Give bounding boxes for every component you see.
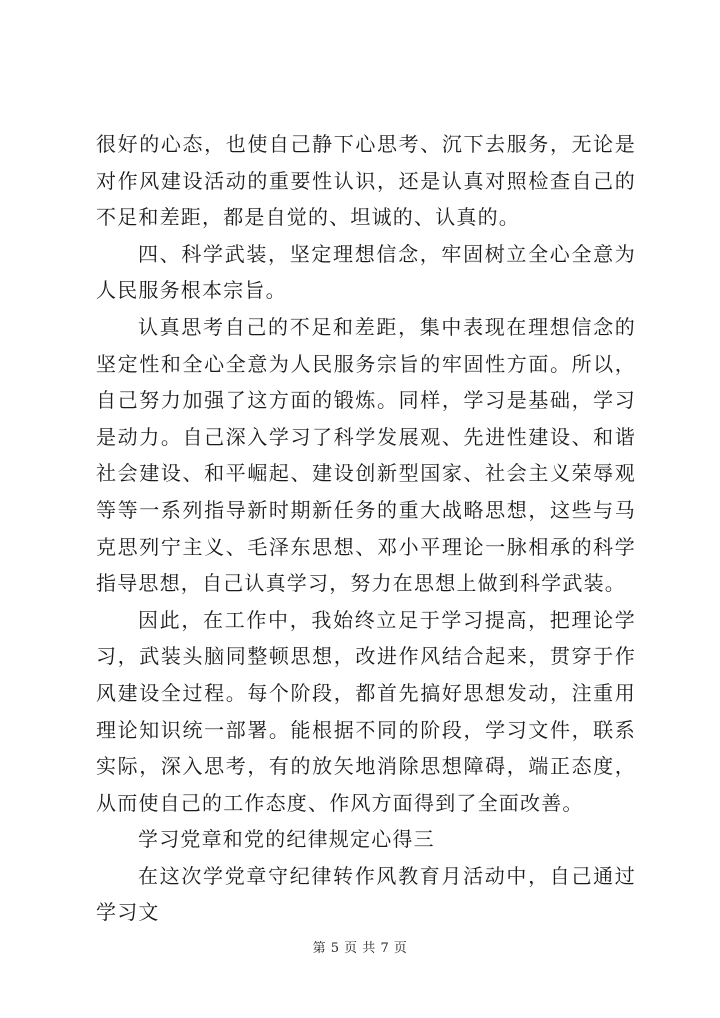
page-number-footer: 第 5 页 共 7 页: [312, 941, 408, 956]
paragraph-4: 因此，在工作中，我始终立足于学习提高，把理论学习，武装头脑同整顿思想，改进作风结合起来，贯穿于作风建设全过程。每个阶段，都首先搞好思想发动，注重用理论知识统一部署。能根据不同的阶段，学习文件，联系实际，深入思考，有的放矢地消除思想障碍，端正态度，从而使自己的工作态度、作风方面得到了全面改善。: [96, 607, 636, 815]
paragraph-5: 在这次学党章守纪律转作风教育月活动中，自己通过学习文: [96, 863, 636, 925]
paragraph-3: 认真思考自己的不足和差距，集中表现在理想信念的坚定性和全心全意为人民服务宗旨的牢固性方面。所以，自己努力加强了这方面的锻炼。同样，学习是基础，学习是动力。自己深入学习了科学发展观、先进性建设、和谐社会建设、和平崛起、建设创新型国家、社会主义荣辱观等等一系列指导新时期新任务的重大战略思想，这些与马克思列宁主义、毛泽东思想、邓小平理论一脉相承的科学指导思想，自己认真学习，努力在思想上做到科学武装。: [96, 314, 636, 596]
section-heading: 学习党章和党的纪律规定心得三: [138, 827, 435, 852]
paragraph-2: 四、科学武装，坚定理想信念，牢固树立全心全意为人民服务根本宗旨。: [96, 241, 636, 303]
paragraph-1: 很好的心态，也使自己静下心思考、沉下去服务，无论是对作风建设活动的重要性认识，还是认真对照检查自己的不足和差距，都是自觉的、坦诚的、认真的。: [96, 132, 636, 230]
document-body: [96, 126, 636, 931]
